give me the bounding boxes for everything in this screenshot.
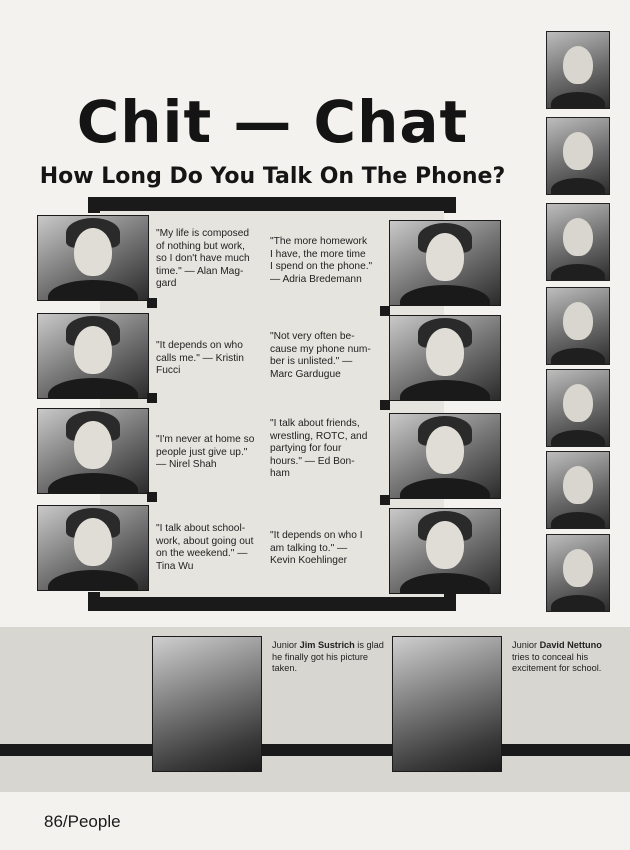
band-rule <box>0 744 630 756</box>
quote-text: "The more homework I have, the more time I spend on the phone." — Adria Bredemann <box>270 236 373 285</box>
student-photo <box>389 220 501 306</box>
quote-text: "It depends on who calls me." — Kristin Fucci <box>156 340 244 376</box>
portrait-photo <box>546 451 610 529</box>
decor-tab <box>147 298 157 308</box>
quote-text: "I talk about school- work, about going out on the weekend." — Tina Wu <box>156 523 254 572</box>
portrait-photo <box>546 287 610 365</box>
candid-photo <box>392 636 502 772</box>
page-folio: 86/People <box>44 812 121 831</box>
frame-corner <box>88 592 100 611</box>
quote-text: "I'm never at home so people just give up." — Nirel Shah <box>156 434 255 470</box>
frame-corner <box>444 197 456 213</box>
student-photo <box>37 215 149 301</box>
portrait-photo <box>546 31 610 109</box>
student-photo <box>37 313 149 399</box>
photo-caption: Junior Jim Sustrich is glad he finally got his picture taken. <box>272 640 384 673</box>
decor-tab <box>147 393 157 403</box>
quote-text: "It depends on who I am talking to." — Kevin Koehlinger <box>270 530 363 566</box>
quote-text: "My life is composed of nothing but work, so I don't have much time." — Alan Mag- gard <box>156 228 250 289</box>
frame-corner <box>444 592 456 611</box>
student-photo <box>389 413 501 499</box>
frame-bottom-bar <box>88 597 456 611</box>
quote-text: "I talk about friends, wrestling, ROTC, and partying for four hours." — Ed Bon- ham <box>270 418 368 479</box>
frame-top-bar <box>88 197 456 211</box>
student-photo <box>37 408 149 494</box>
decor-tab <box>380 400 390 410</box>
student-photo <box>389 315 501 401</box>
photo-caption: Junior David Nettuno tries to conceal his excitement for school. <box>512 640 602 673</box>
portrait-photo <box>546 203 610 281</box>
decor-tab <box>380 306 390 316</box>
page-title: Chit — Chat <box>76 88 469 156</box>
portrait-photo <box>546 369 610 447</box>
caption-name: Jim Sustrich <box>299 640 355 650</box>
student-photo <box>37 505 149 591</box>
decor-tab <box>147 492 157 502</box>
frame-corner <box>88 197 100 213</box>
caption-name: David Nettuno <box>539 640 602 650</box>
quote-text: "Not very often be- cause my phone num- ber is unlisted." — Marc Gardugue <box>270 331 371 380</box>
student-photo <box>389 508 501 594</box>
candid-photo <box>152 636 262 772</box>
page-subtitle: How Long Do You Talk On The Phone? <box>39 164 506 189</box>
portrait-photo <box>546 534 610 612</box>
decor-tab <box>380 495 390 505</box>
portrait-photo <box>546 117 610 195</box>
